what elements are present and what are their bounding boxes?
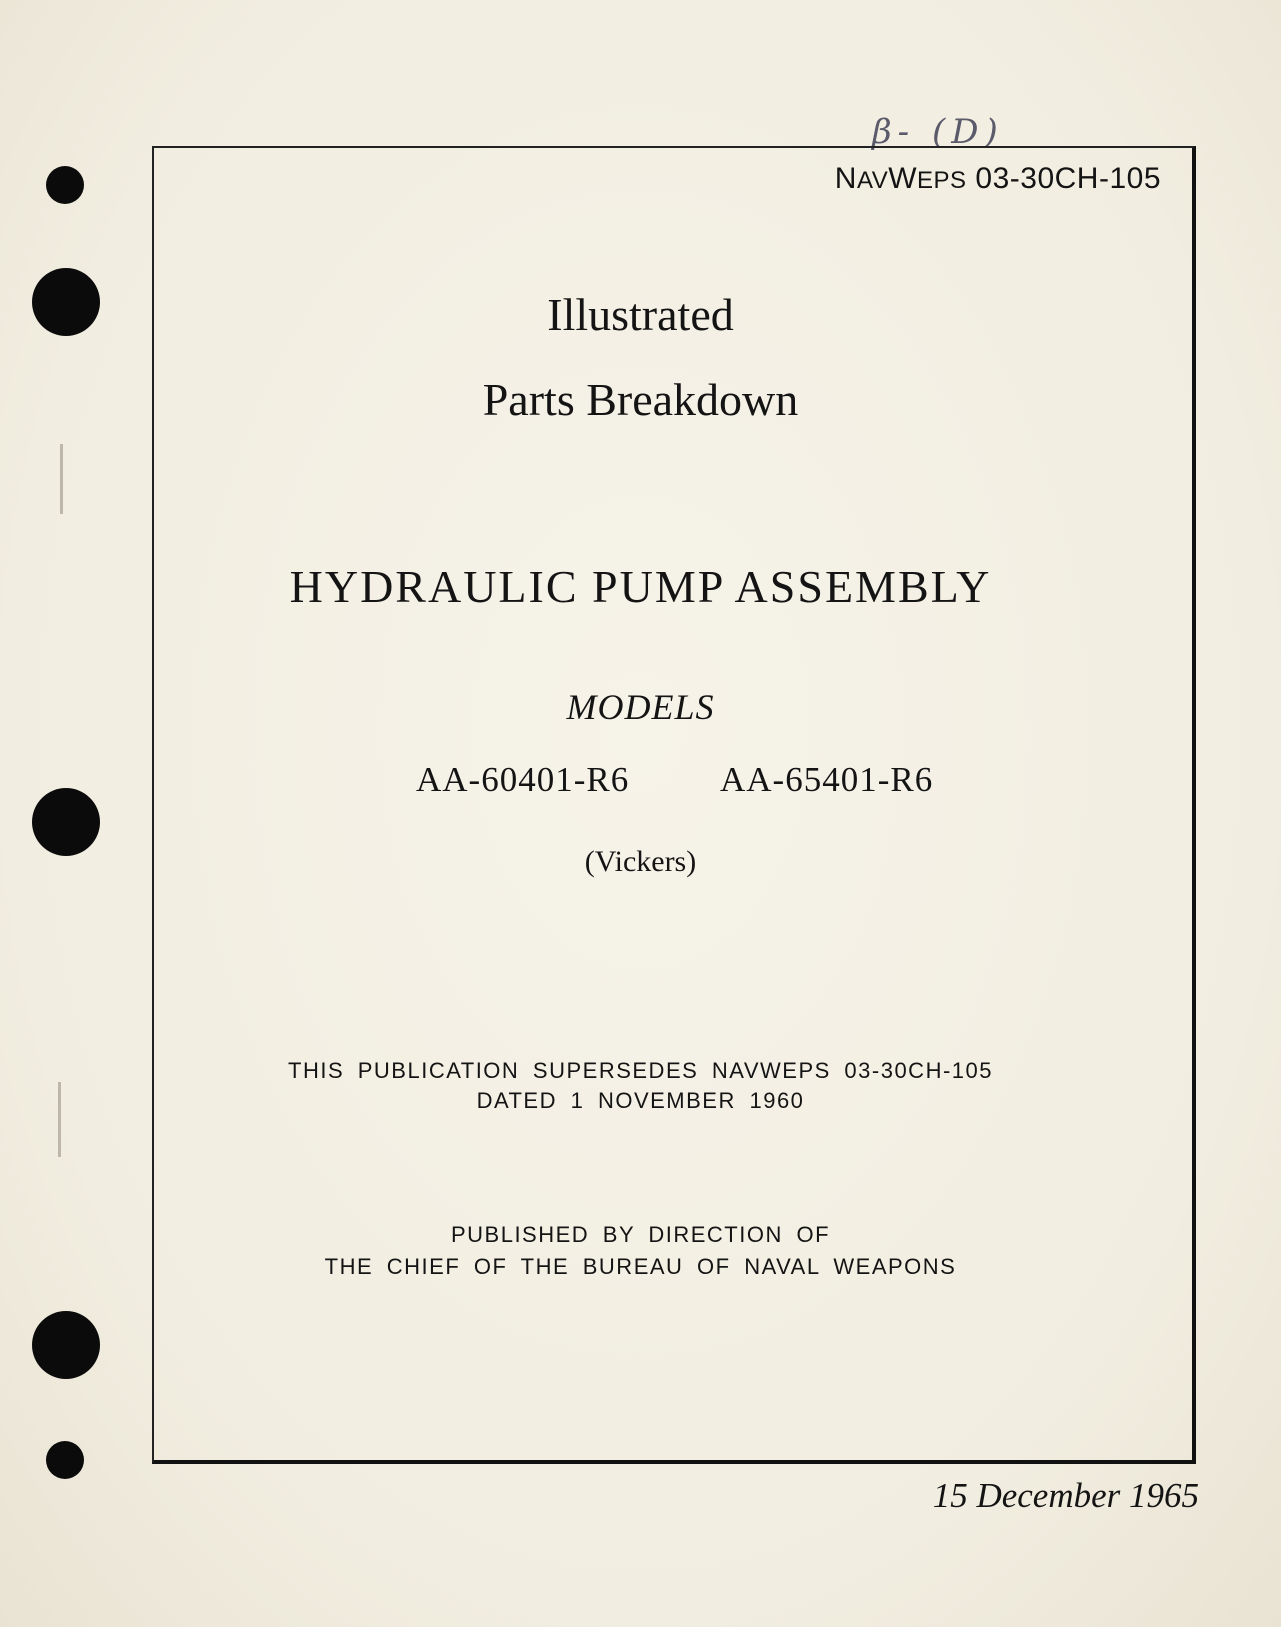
published-by-line-2: THE CHIEF OF THE BUREAU OF NAVAL WEAPONS — [324, 1254, 957, 1279]
title-line-2: Parts Breakdown — [482, 374, 799, 425]
supersedes-line-1: THIS PUBLICATION SUPERSEDES NAVWEPS 03-30CH-105 — [288, 1058, 993, 1083]
binder-hole — [32, 1311, 100, 1379]
manufacturer: (Vickers) — [584, 845, 697, 878]
title-line-1: Illustrated — [547, 289, 734, 340]
published-by-line-1: PUBLISHED BY DIRECTION OF — [450, 1222, 831, 1247]
main-title: HYDRAULIC PUMP ASSEMBLY — [289, 561, 992, 612]
model-number: AA-60401-R6 — [416, 760, 630, 799]
supersedes-line-2: DATED 1 NOVEMBER 1960 — [476, 1088, 805, 1113]
document-number: NAVWEPS 03-30CH-105 — [834, 162, 1161, 195]
models-label: MODELS — [566, 687, 715, 727]
scan-mark — [60, 444, 63, 514]
binder-hole — [46, 166, 84, 204]
binder-hole — [46, 1441, 84, 1479]
handwritten-note: β- (D) — [872, 112, 1004, 152]
model-number: AA-65401-R6 — [720, 760, 934, 799]
issue-date: 15 December 1965 — [932, 1476, 1199, 1515]
